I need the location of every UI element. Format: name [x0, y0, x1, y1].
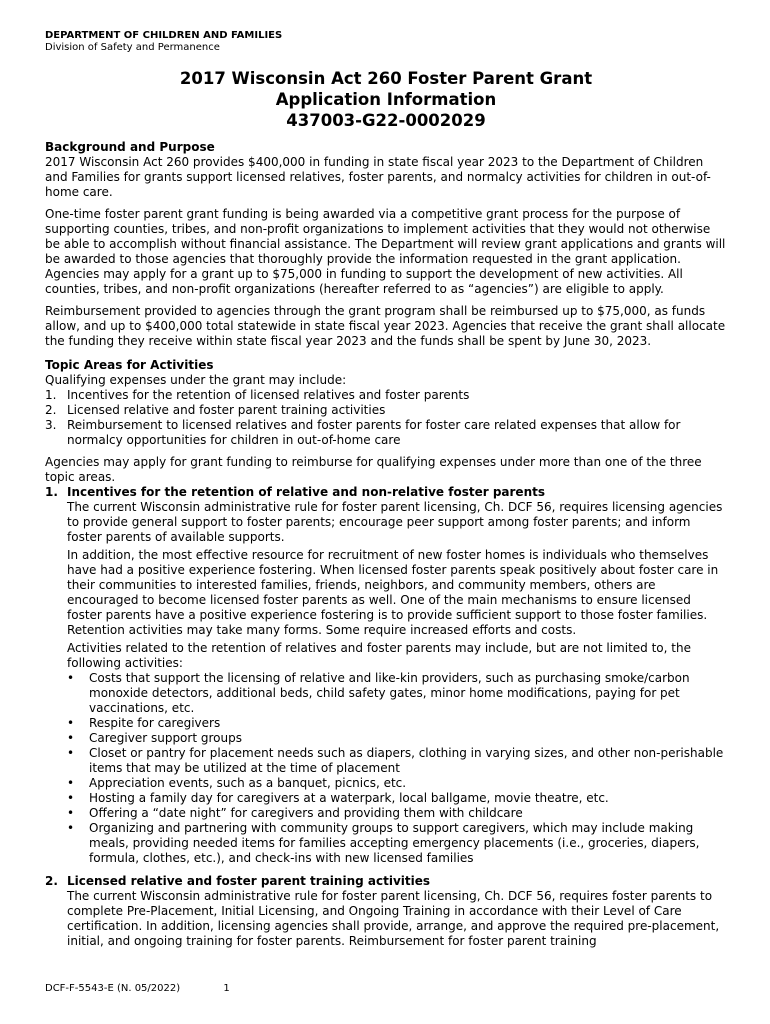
section-title: Licensed relative and foster parent training activities: [67, 874, 431, 888]
topics-list: [45, 388, 727, 448]
title-line-3: 437003-G22-0002029: [286, 111, 486, 130]
bullet-icon: •: [67, 806, 75, 820]
list-item: [67, 791, 727, 806]
background-paragraph-3: Reimbursement provided to agencies through the grant program shall be reimbursed up to $75,000, as funds allow, and up to $400,000 total statewide in state fiscal year 2023. Agencies that receive the grant shall allocate the funding they receive within state fiscal year 2023 and the funds shall be spent by June 30, 2023.: [45, 304, 726, 348]
section-1-paragraph-1: The current Wisconsin administrative rule for foster parent licensing, Ch. DCF 56, requires licensing agencies to provide general support to foster parents; encourage peer support among foster parents; and inform foster parents of available supports.: [67, 500, 723, 544]
topics-heading: Topic Areas for Activities: [45, 358, 214, 372]
list-item: [67, 806, 727, 821]
form-id: DCF-F-5543-E (N. 05/2022): [45, 983, 181, 994]
list-number: 3.: [45, 418, 57, 432]
list-item: [67, 821, 727, 866]
list-text: Appreciation events, such as a banquet, picnics, etc.: [89, 776, 407, 790]
list-text: Closet or pantry for placement needs such as diapers, clothing in varying sizes, and other non-perishable items that may be utilized at the time of placement: [89, 746, 724, 775]
list-text: Respite for caregivers: [89, 716, 221, 730]
title-line-2: Application Information: [275, 90, 497, 109]
document-title: [45, 68, 727, 131]
bullet-icon: •: [67, 776, 75, 790]
list-item: [67, 746, 727, 776]
list-text: Incentives for the retention of licensed relatives and foster parents: [67, 388, 470, 402]
list-item: [67, 776, 727, 791]
section-1-paragraph-2: In addition, the most effective resource for recruitment of new foster homes is individuals who themselves have had a positive experience fostering. When licensed foster parents speak positively about foster care in their communities to interested families, friends, neighbors, and community members, others are encouraged to become licensed foster parents as well. One of the main mechanisms to ensure licensed foster parents have a positive experience fostering is to provide sufficient support to those foster families. Retention activities may take many forms. Some require increased efforts and costs.: [67, 548, 719, 637]
list-item: [45, 418, 727, 448]
bullet-icon: •: [67, 746, 75, 760]
bullet-icon: •: [67, 791, 75, 805]
list-text: Offering a “date night” for caregivers and providing them with childcare: [89, 806, 523, 820]
section-2-paragraph-1: The current Wisconsin administrative rule for foster parent licensing, Ch. DCF 56, requires foster parents to complete Pre-Placement, Initial Licensing, and Ongoing Training in accordance with their Level of Care certification. In addition, licensing agencies shall provide, arrange, and approve the required pre-placement, initial, and ongoing training for foster parents. Reimbursement for foster parent training: [67, 889, 720, 948]
page-footer: [45, 983, 230, 995]
list-item: [67, 716, 727, 731]
list-text: Organizing and partnering with community groups to support caregivers, which may include making meals, providing needed items for families accepting emergency placements (i.e., groceries, diapers, formula, clothes, etc.), and check-ins with new licensed families: [89, 821, 700, 865]
section-1-paragraph-3: Activities related to the retention of relatives and foster parents may include, but are not limited to, the following activities:: [67, 641, 691, 670]
list-text: Hosting a family day for caregivers at a waterpark, local ballgame, movie theatre, etc.: [89, 791, 609, 805]
list-number: 1.: [45, 388, 57, 402]
section-number: 2.: [45, 874, 58, 888]
topics-intro: Qualifying expenses under the grant may include:: [45, 373, 347, 387]
topics-outro: Agencies may apply for grant funding to reimburse for qualifying expenses under more than one of the three topic areas.: [45, 455, 702, 484]
section-2-heading: [45, 874, 727, 889]
background-heading: Background and Purpose: [45, 140, 215, 154]
page-number: 1: [223, 983, 230, 994]
list-text: Reimbursement to licensed relatives and foster parents for foster care related expenses that allow for normalcy opportunities for children in out-of-home care: [67, 418, 681, 447]
background-paragraph-1: 2017 Wisconsin Act 260 provides $400,000 in funding in state fiscal year 2023 to the Department of Children and Families for grants support licensed relatives, foster parents, and normalcy activities for children in out-of-home care.: [45, 155, 711, 199]
list-text: Costs that support the licensing of relative and like-kin providers, such as purchasing smoke/carbon monoxide detectors, additional beds, child safety gates, minor home modifications, paying for pet vaccinations, etc.: [89, 671, 690, 715]
list-item: [45, 388, 727, 403]
bullet-icon: •: [67, 731, 75, 745]
retention-activities-list: [67, 671, 727, 866]
list-text: Caregiver support groups: [89, 731, 242, 745]
section-number: 1.: [45, 485, 58, 499]
list-item: [67, 671, 727, 716]
list-number: 2.: [45, 403, 57, 417]
list-item: [67, 731, 727, 746]
document-page: [45, 30, 727, 949]
department-name: DEPARTMENT OF CHILDREN AND FAMILIES: [45, 30, 283, 41]
bullet-icon: •: [67, 821, 75, 835]
title-line-1: 2017 Wisconsin Act 260 Foster Parent Grant: [179, 69, 593, 88]
list-item: [45, 403, 727, 418]
bullet-icon: •: [67, 671, 75, 685]
section-title: Incentives for the retention of relative and non-relative foster parents: [67, 485, 545, 499]
bullet-icon: •: [67, 716, 75, 730]
list-text: Licensed relative and foster parent training activities: [67, 403, 386, 417]
division-name: Division of Safety and Permanence: [45, 42, 220, 53]
section-1-heading: [45, 485, 727, 500]
background-paragraph-2: One-time foster parent grant funding is being awarded via a competitive grant process for the purpose of supporting counties, tribes, and non-profit organizations to implement activities that they would not otherwise be able to accomplish without financial assistance. The Department will review grant applications and grants will be awarded to those agencies that thoroughly provide the information requested in the grant application. Agencies may apply for a grant up to $75,000 in funding to support the development of new activities. All counties, tribes, and non-profit organizations (hereafter referred to as “agencies”) are eligible to apply.: [45, 207, 726, 296]
